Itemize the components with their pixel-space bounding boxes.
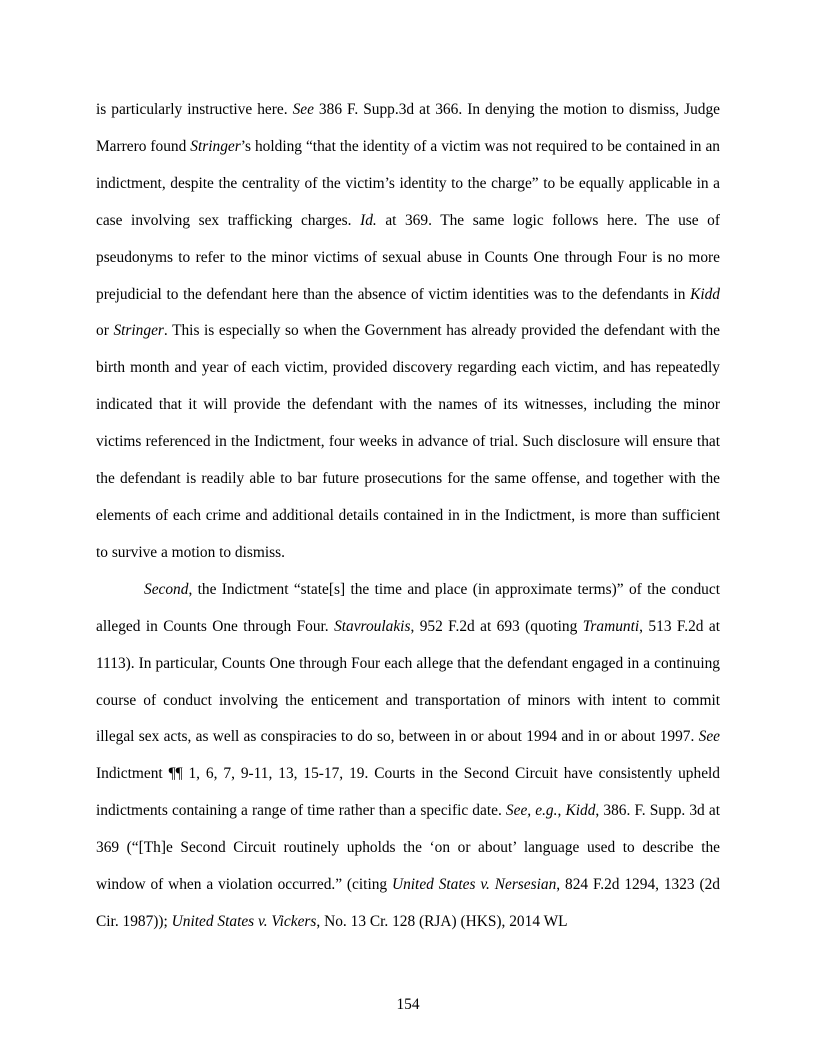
case-name: Stringer: [190, 137, 241, 155]
case-name: Stavroulakis: [334, 617, 411, 635]
case-name: Tramunti: [582, 617, 640, 635]
case-name: Stringer: [113, 322, 164, 340]
page-number: 154: [396, 996, 420, 1013]
text-run: . This is especially so when the Government has already provided the defendant with the birth month and year of each victim, provided discovery regarding each victim, and has repeatedly indicated that it will provide the defendant with the names of its witnesses, including the minor victims referenced in the Indictment, four weeks in advance of trial. Such disclosure will ensure that the defendant is readily able to bar future prosecutions for the same offense, and together with the elements of each crime and additional details contained in in the Indictment, is more than sufficient to survive a motion to dismiss.: [96, 322, 720, 561]
case-name: United States v. Vickers: [171, 912, 317, 930]
case-name: Kidd: [565, 802, 596, 820]
paragraph-1: [96, 92, 720, 572]
paragraph-2: [96, 572, 720, 941]
text-run: or: [96, 322, 114, 340]
text-run: ’s holding “that the identity of a victim was not required to be contained in an indictment, despite the centrality of the victim’s identity to the charge” to be equally applicable in a case involving sex trafficking charges.: [96, 137, 720, 229]
text-run: , the Indictment “state[s] the time and place (in approximate terms)” of the conduct alleged in Counts One through Four.: [96, 580, 720, 635]
text-run: , 513 F.2d at 1113). In particular, Counts One through Four each allege that the defendant engaged in a continuing course of conduct involving the enticement and transportation of minors with intent to commit illegal sex acts, as well as conspiracies to do so, between in or about 1994 and in or about 1997.: [96, 617, 720, 746]
text-run: , 824 F.2d 1294, 1323 (2d Cir. 1987));: [96, 876, 720, 930]
case-name: United States v. Nersesian: [391, 876, 557, 894]
body-text: [96, 92, 720, 941]
text-run: at 369. The same logic follows here. The use of pseudonyms to refer to the minor victims of sexual abuse in Counts One through Four is no more prejudicial to the defendant here than the absence of victim identities was to the defendants in: [96, 211, 720, 303]
citation-signal: See, e.g.: [505, 802, 558, 820]
citation-signal: See: [698, 728, 720, 746]
text-run: is particularly instructive here.: [96, 101, 293, 118]
text-run: ,: [557, 802, 566, 820]
emphasis: Second: [144, 580, 189, 598]
text-run: Indictment ¶¶ 1, 6, 7, 9-11, 13, 15-17, 19. Courts in the Second Circuit have consistently upheld indictments containing a range of time rather than a specific date.: [96, 765, 720, 820]
case-name: Kidd: [690, 285, 720, 303]
citation-signal: Id.: [360, 211, 377, 229]
text-run: , 952 F.2d at 693 (quoting: [410, 617, 583, 635]
text-run: 386 F. Supp.3d at 366. In denying the motion to dismiss, Judge Marrero found: [96, 101, 720, 155]
text-run: , 386. F. Supp. 3d at 369 (“[Th]e Second Circuit routinely upholds the ‘on or about’ language used to describe the window of when a violation occurred.” (citing: [96, 802, 720, 894]
citation-signal: See: [292, 101, 314, 118]
text-run: , No. 13 Cr. 128 (RJA) (HKS), 2014 WL: [316, 912, 568, 930]
